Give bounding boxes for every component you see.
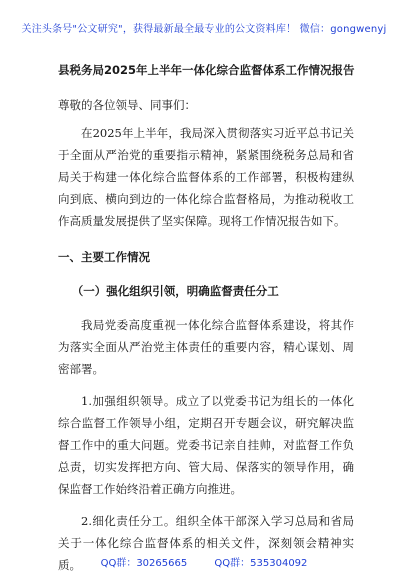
- paragraph-1: 我局党委高度重视一体化综合监督体系建设，将其作为落实全面从严治党主体责任的重要内容，精心谋划、周密部署。: [58, 318, 354, 376]
- subsection-heading-1: （一）强化组织引领，明确监督责任分工: [71, 284, 279, 298]
- footer-qq-group-1: QQ群：30265665: [100, 558, 188, 569]
- list-item-2: 2.细化责任分工。组织全体干部深入学习总局和省局关于一体化综合监督体系的相关文件，深刻领会精神实质。: [58, 514, 354, 572]
- footer: [0, 554, 408, 569]
- header-banner: 关注头条号"公文研究"，获得最新最全最专业的公文资料库！ 微信：gongwenyj: [21, 24, 387, 35]
- greeting: 尊敬的各位领导、同事们：: [58, 98, 196, 112]
- document-body: [58, 62, 354, 576]
- section-heading-1: 一、主要工作情况: [58, 250, 150, 264]
- intro-paragraph: 在2025年上半年，我局深入贯彻落实习近平总书记关于全面从严治党的重要指示精神，紧紧围绕税务总局和省局关于构建一体化综合监督体系的工作部署，积极构建纵向到底、横向到边的一体化综合监督格局，为推动税收工作高质量发展提供了坚实保障。现将工作情况报告如下。: [58, 126, 354, 228]
- document-title: 县税务局2025年上半年一体化综合监督体系工作情况报告: [58, 63, 355, 77]
- footer-qq-group-2: QQ群：535304092: [214, 558, 308, 569]
- list-item-1: 1.加强组织领导。成立了以党委书记为组长的一体化综合监督工作领导小组，定期召开专题会议，研究解决监督工作中的重大问题。党委书记亲自挂帅，对监督工作负总责，切实发挥把方向、管大局、保落实的领导作用，确保监督工作始终沿着正确方向推进。: [58, 394, 354, 496]
